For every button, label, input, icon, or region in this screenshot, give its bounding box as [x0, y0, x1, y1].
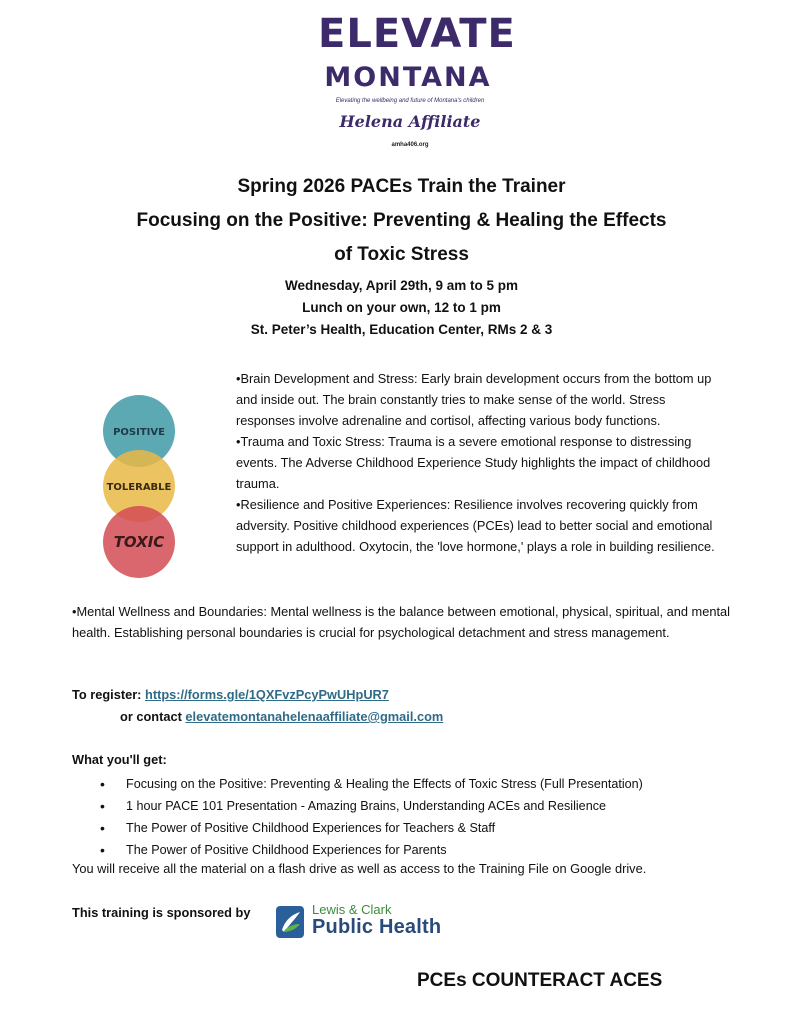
health-logo-icon	[274, 904, 306, 940]
bullet-resilience: •Resilience and Positive Experiences: Resilience involves recovering quickly from adversity. Positive childhood experiences (PCEs) lead to better social and emotional support in adulthood. Oxytocin, the 'love hormone,' plays a role in building resilience.	[236, 497, 715, 554]
footer-tagline: PCEs COUNTERACT ACES	[417, 970, 663, 991]
lewis-clark-public-health-logo	[272, 900, 462, 944]
stress-levels-graphic	[96, 390, 186, 590]
bullet-brain-development: •Brain Development and Stress: Early brain development occurs from the bottom up and inside out. The brain constantly tries to make sense of the world. Stress responses involve adrenaline and cortisol, affecting various body functions.	[236, 371, 712, 428]
helena-affiliate: Helena Affiliate	[339, 112, 481, 131]
what-you-get-list	[100, 773, 643, 861]
logo-word-elevate: ELEVATE	[318, 11, 516, 57]
logo-tagline: Elevating the wellbeing and future of Montana's children	[335, 98, 485, 104]
list-item: • 1 hour PACE 101 Presentation - Amazing Brains, Understanding ACEs and Resilience	[100, 795, 643, 817]
sponsor-name-line-1: Lewis & Clark	[312, 902, 392, 917]
event-location: St. Peter’s Health, Education Center, RMs 2 & 3	[250, 322, 553, 337]
receive-note: You will receive all the material on a flash drive as well as access to the Training File on Google drive.	[72, 861, 647, 876]
title-line-2: Focusing on the Positive: Preventing & Healing the Effects	[136, 210, 667, 231]
sponsor-name-line-2: Public Health	[312, 916, 442, 938]
what-you-get-title: What you'll get:	[72, 752, 167, 767]
sponsor-label: This training is sponsored by	[72, 905, 251, 920]
event-date: Wednesday, April 29th, 9 am to 5 pm	[284, 278, 519, 293]
website: amha406.org	[391, 142, 429, 148]
contact-email-link[interactable]: elevatemontanahelenaaffiliate@gmail.com	[185, 709, 444, 724]
tolerable-label: TOLERABLE	[106, 482, 172, 493]
title-line-3: of Toxic Stress	[334, 244, 469, 265]
bullet-mental-wellness: •Mental Wellness and Boundaries: Mental wellness is the balance between emotional, physical, spiritual, and mental health. Establishing personal boundaries is crucial for psychological detachment and stress management.	[72, 604, 730, 640]
register-line	[72, 687, 389, 702]
title-line-1: Spring 2026 PACEs Train the Trainer	[237, 176, 566, 197]
list-item: • The Power of Positive Childhood Experiences for Teachers & Staff	[100, 817, 643, 839]
mental-wellness-paragraph	[72, 601, 752, 643]
elevate-montana-logo	[318, 8, 516, 158]
bullet-trauma: •Trauma and Toxic Stress: Trauma is a severe emotional response to distressing events. The Adverse Childhood Experience Study highlights the impact of childhood trauma.	[236, 434, 711, 491]
register-link[interactable]: https://forms.gle/1QXFvzPcyPwUHpUR7	[145, 687, 389, 702]
toxic-label: TOXIC	[113, 533, 165, 551]
positive-label: POSITIVE	[113, 427, 165, 438]
contact-label: or contact	[120, 709, 186, 724]
contact-line	[120, 709, 443, 724]
list-item: • The Power of Positive Childhood Experiences for Parents	[100, 839, 643, 861]
event-lunch: Lunch on your own, 12 to 1 pm	[302, 300, 501, 315]
list-item: • Focusing on the Positive: Preventing & Healing the Effects of Toxic Stress (Full Presentation)	[100, 773, 643, 795]
register-label: To register:	[72, 687, 146, 702]
logo-word-montana: MONTANA	[324, 62, 492, 93]
topic-bullets	[236, 368, 726, 557]
